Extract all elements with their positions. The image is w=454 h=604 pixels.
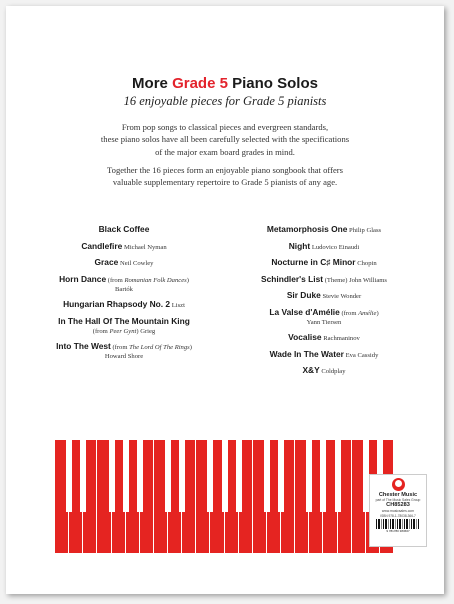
black-key [123,440,129,512]
black-key [80,440,86,512]
publisher-name: Chester Music [378,492,418,498]
piece-item: In The Hall Of The Mountain King (from Peer Gynt) Grieg [58,315,190,335]
piece-item: Night Ludovico Einaudi [288,240,360,251]
chester-music-logo [392,478,405,491]
black-key [179,440,185,512]
publisher-group: part of The Music Sales Group [375,498,421,502]
catalogue-code: CH85283 [386,502,410,508]
piece-item: Into The West (from The Lord Of The Rings) Howard Shore [56,341,192,360]
black-key [320,440,326,512]
piece-item: X&Y Coldplay [302,365,346,375]
piece-item: Nocturne in C♯ Minor Chopin [271,257,377,267]
piece-item: Schindler's List (Theme) John Williams [261,273,387,284]
piece-item: Horn Dance (from Romanian Folk Dances) Bartók [59,273,189,293]
intro-paragraph-1: From pop songs to classical pieces and evergreen standards, these piano solos have all been carefully selected with the specifications of the major exam board grades in mind. [100,122,350,157]
publisher-website: www.musicsales.com [381,509,415,513]
piano-keyboard-graphic [55,440,394,553]
piece-item: Metamorphosis One Philip Glass [266,224,382,234]
book-back-cover [6,6,444,594]
black-key [222,440,228,512]
piece-list-left [24,225,224,368]
black-key [363,440,369,512]
black-key [278,440,284,512]
black-key [335,440,341,512]
grade-highlight: Grade 5 [172,75,228,92]
black-key [109,440,115,512]
book-title: More Grade 5 Piano Solos [132,75,318,92]
piece-item: Vocalise Rachmaninov [288,332,360,342]
black-key [137,440,143,512]
black-key [207,440,213,512]
isbn-text: ISBN 978-1-78038-366-7 [380,514,416,518]
black-key [264,440,270,512]
barcode [376,519,420,529]
barcode-digits: 9 781780 383667 [386,529,410,533]
black-key [66,440,72,512]
piece-item: Wade In The Water Eva Cassidy [269,348,379,359]
piece-item: Hungarian Rhapsody No. 2 Liszt [63,299,185,309]
book-subtitle: 16 enjoyable pieces for Grade 5 pianists [123,94,327,108]
publisher-label [369,474,427,547]
black-key [165,440,171,512]
piece-item: Sir Duke Stevie Wonder [286,290,362,300]
piece-item: Candlefire Michael Nyman [81,240,167,251]
piece-item: Grace Neil Cowley [94,257,154,267]
piece-list-right [224,225,424,383]
black-key [306,440,312,512]
intro-paragraph-2: Together the 16 pieces form an enjoyable piano songbook that offers valuable supplementary repertoire to Grade 5 pianists of any age. [107,165,343,188]
black-key [236,440,242,512]
piece-item: Black Coffee [98,224,150,234]
piece-item: La Valse d'Amélie (from Amélie) Yann Tiersen [269,306,379,326]
